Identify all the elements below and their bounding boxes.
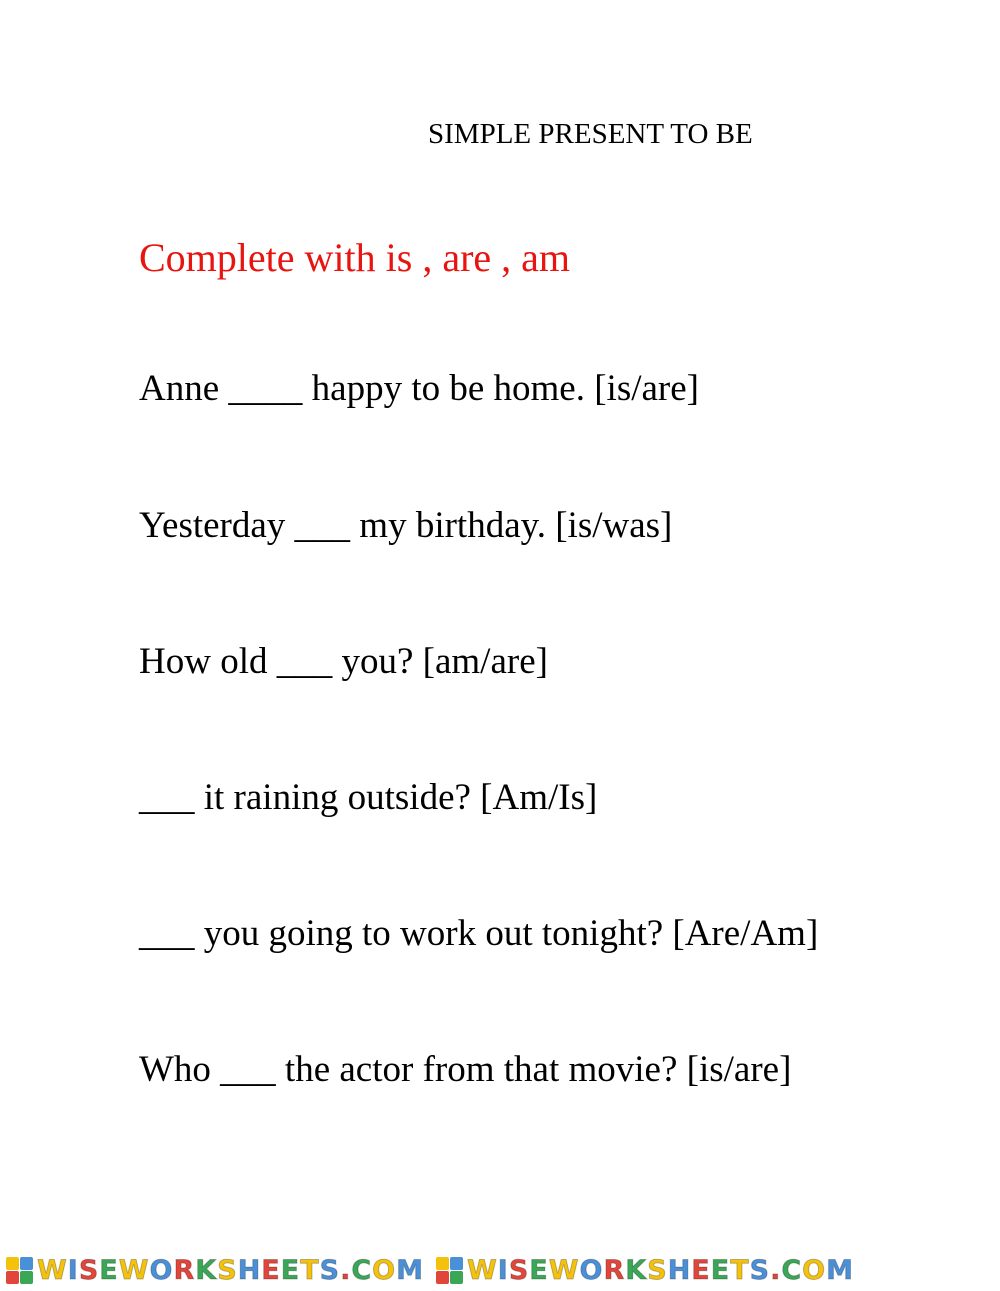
watermark-footer (0, 1252, 1000, 1288)
question-1: Anne ____ happy to be home. [is/are] (139, 368, 699, 409)
question-2: Yesterday ___ my birthday. [is/was] (139, 505, 673, 546)
page-title: SIMPLE PRESENT TO BE (428, 118, 753, 150)
question-4: ___ it raining outside? [Am/Is] (139, 777, 598, 818)
question-3: How old ___ you? [am/are] (139, 641, 548, 682)
watermark-text: WISEWORKSHEETS.COM (467, 1254, 854, 1286)
watermark-text: WISEWORKSHEETS.COM (37, 1254, 424, 1286)
wiseworksheets-logo-icon (6, 1257, 33, 1284)
watermark-brand-1 (0, 1255, 424, 1286)
watermark-brand-2 (430, 1255, 854, 1286)
instruction-text: Complete with is , are , am (139, 235, 571, 280)
question-5: ___ you going to work out tonight? [Are/Am] (139, 913, 819, 954)
question-6: Who ___ the actor from that movie? [is/are] (139, 1049, 792, 1090)
wiseworksheets-logo-icon (436, 1257, 463, 1284)
